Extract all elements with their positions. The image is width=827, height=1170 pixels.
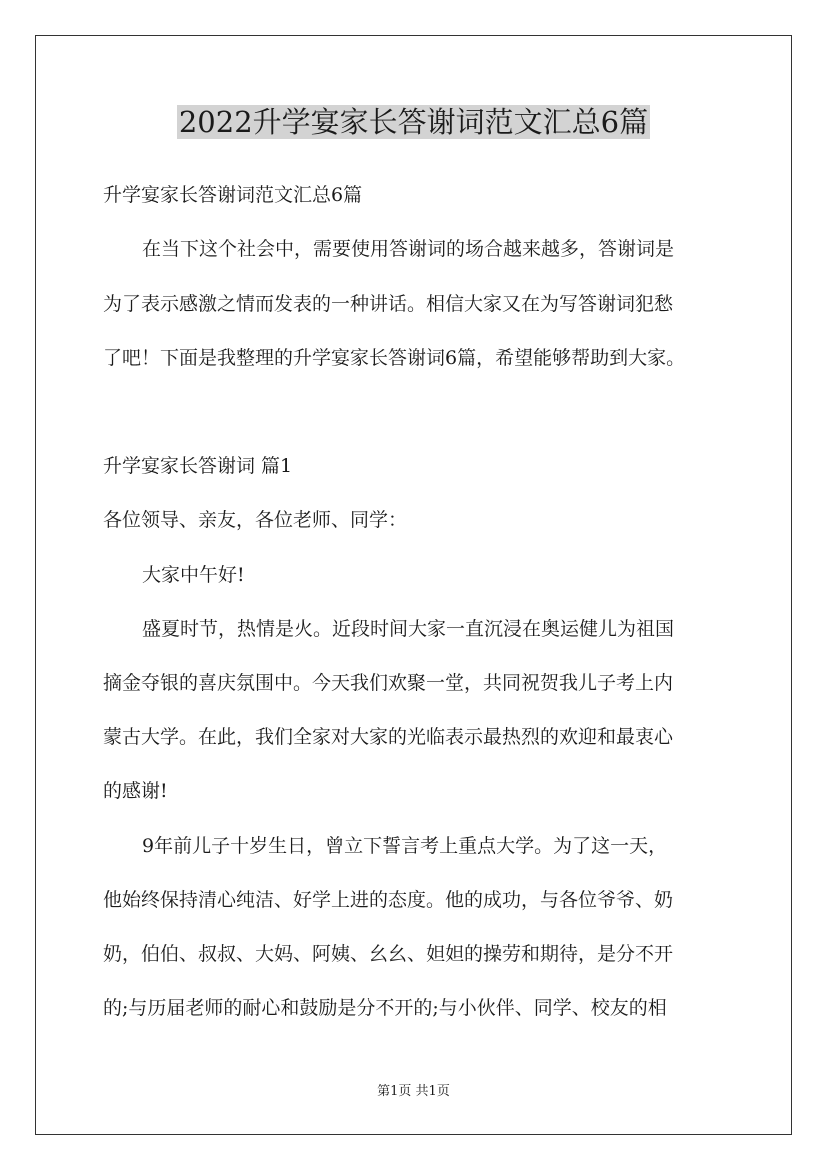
body-line: 他始终保持清心纯洁、好学上进的态度。他的成功，与各位爷爷、奶: [103, 889, 674, 911]
body-line: 的感谢!: [103, 780, 168, 802]
salutation: 各位领导、亲友，各位老师、同学：: [103, 509, 408, 531]
body-line: 奶，伯伯、叔叔、大妈、阿姨、幺幺、妲妲的操劳和期待，是分不开: [103, 943, 674, 965]
intro-line: 了吧！下面是我整理的升学宴家长答谢词6篇，希望能够帮助到大家。: [103, 347, 686, 369]
body-line: 蒙古大学。在此，我们全家对大家的光临表示最热烈的欢迎和最衷心: [103, 726, 674, 748]
page-footer: 第1页 共1页: [377, 1084, 450, 1099]
section-heading: 升学宴家长答谢词 篇1: [103, 455, 293, 477]
document-title: 2022升学宴家长答谢词范文汇总6篇: [178, 105, 649, 139]
document-subtitle: 升学宴家长答谢词范文汇总6篇: [103, 184, 363, 206]
intro-line: 在当下这个社会中，需要使用答谢词的场合越来越多，答谢词是: [142, 238, 675, 260]
intro-line: 为了表示感激之情而发表的一种讲话。相信大家又在为写答谢词犯愁: [103, 293, 674, 315]
body-line: 9年前儿子十岁生日，曾立下誓言考上重点大学。为了这一天，: [142, 835, 668, 857]
greeting: 大家中午好!: [142, 564, 245, 586]
body-line: 的;与历届老师的耐心和鼓励是分不开的;与小伙伴、同学、校友的相: [103, 997, 667, 1019]
body-line: 盛夏时节，热情是火。近段时间大家一直沉浸在奥运健儿为祖国: [142, 618, 675, 640]
body-line: 摘金夺银的喜庆氛围中。今天我们欢聚一堂，共同祝贺我儿子考上内: [103, 672, 674, 694]
